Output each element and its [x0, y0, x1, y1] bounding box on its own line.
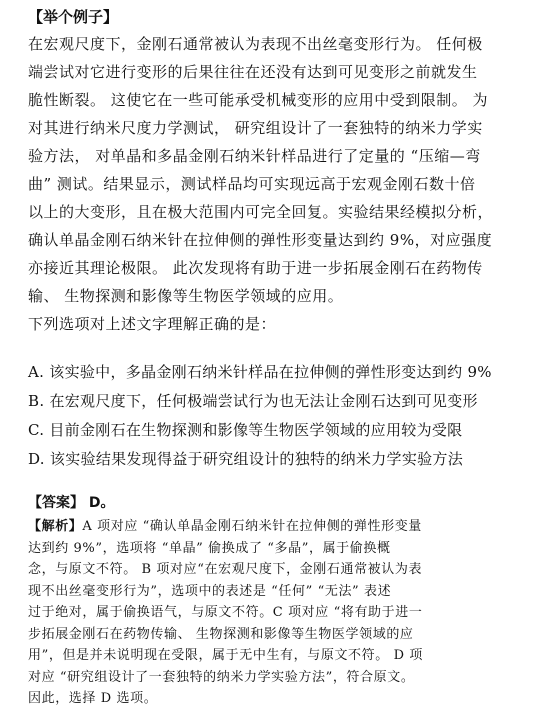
option-d: D. 该实验结果发现得益于研究组设计的独特的纳米力学实验方法 — [28, 450, 464, 468]
analysis-block — [28, 516, 518, 710]
analysis-line: 因此，选择 D 选项。 — [28, 691, 158, 706]
options-list — [28, 358, 514, 474]
passage-line: 验方法， 对单晶和多晶金刚石纳米针样品进行了定量的 “压缩—弯 — [28, 147, 481, 165]
analysis-line: 达到约 9%”，选项将 “单晶” 偷换成了 “多晶”，属于偷换概 — [28, 540, 391, 556]
answer-block — [28, 490, 115, 516]
analysis-text: A 项对应 “确认单晶金刚石纳米针在拉伸侧的弹性形变量 — [82, 519, 422, 534]
analysis-line: 用”，但是并未说明现在受限，属于无中生有，与原文不符。 D 项 — [28, 648, 423, 663]
passage-line: 在宏观尺度下，金刚石通常被认为表现不出丝毫变形行为。 任何极 — [28, 35, 483, 53]
passage-line: 输、 生物探测和影像等生物医学领域的应用。 — [28, 287, 344, 305]
option-a: A. 该实验中，多晶金刚石纳米针样品在拉伸侧的弹性形变达到约 9% — [28, 363, 492, 381]
passage-line: 曲” 测试。结果显示，测试样品均可实现远高于宏观金刚石数十倍 — [28, 175, 476, 193]
analysis-line: 现不出丝毫变形行为”，选项中的表述是 “任何” “无法” 表述 — [28, 583, 392, 599]
analysis-line: 过于绝对，属于偷换语气，与原文不符。C 项对应 “将有助于进一 — [28, 605, 423, 620]
option-b: B. 在宏观尺度下，任何极端尝试行为也无法让金刚石达到可见变形 — [28, 392, 478, 410]
analysis-line: 念，与原文不符。 B 项对应“在宏观尺度下，金刚石通常被认为表 — [28, 562, 423, 577]
passage-line: 确认单晶金刚石纳米针在拉伸侧的弹性形变量达到约 9%，对应强度 — [28, 231, 493, 249]
passage-line: 端尝试对它进行变形的后果往往在还没有达到可见变形之前就发生 — [28, 63, 478, 81]
option-c: C. 目前金刚石在生物探测和影像等生物医学领域的应用较为受限 — [28, 421, 463, 439]
passage — [28, 30, 514, 338]
answer-label: 【答案】 — [28, 495, 84, 511]
passage-line: 以上的大变形，且在极大范围内可完全回复。实验结果经模拟分析， — [28, 203, 494, 221]
passage-line: 脆性断裂。 这使它在一些可能承受机械变形的应用中受到限制。 为 — [28, 91, 489, 109]
example-heading: 【举个例子】 — [28, 8, 119, 26]
answer-value: D。 — [88, 495, 115, 511]
passage-line: 对其进行纳米尺度力学测试， 研究组设计了一套独特的纳米力学实 — [28, 119, 483, 137]
passage-line: 亦接近其理论极限。 此次发现将有助于进一步拓展金刚石在药物传 — [28, 259, 483, 277]
analysis-line: 步拓展金刚石在药物传输、 生物探测和影像等生物医学领域的应 — [28, 626, 414, 642]
analysis-line — [28, 516, 518, 538]
analysis-label: 【解析】 — [28, 519, 83, 534]
question-text: 下列选项对上述文字理解正确的是： — [28, 315, 277, 333]
analysis-line: 对应 “研究组设计了一套独特的纳米力学实验方法”，符合原文。 — [28, 669, 415, 685]
